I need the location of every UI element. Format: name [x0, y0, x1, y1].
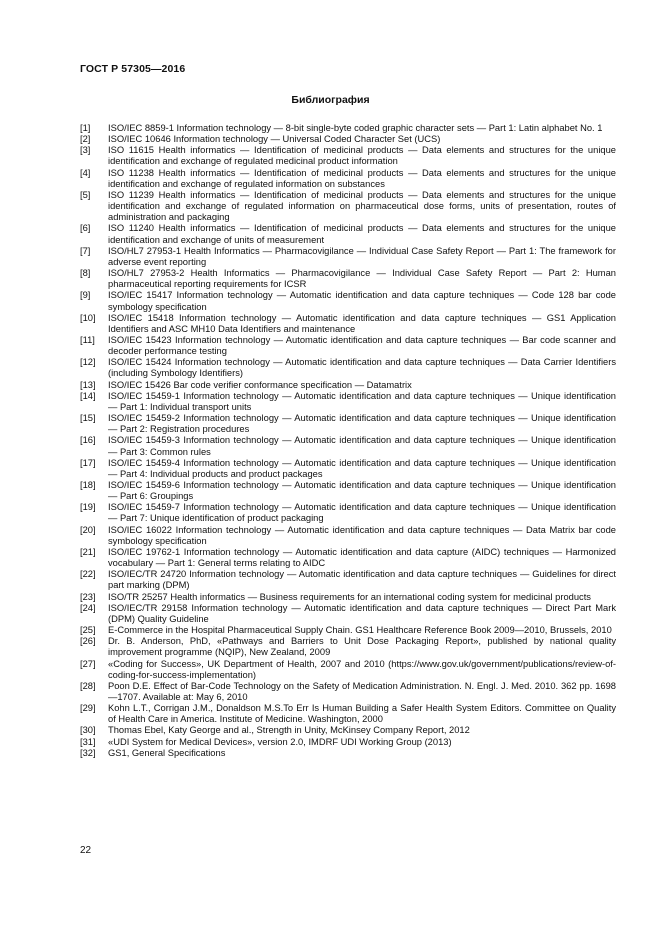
bibliography-entry	[80, 134, 616, 145]
bibliography-entry	[80, 335, 616, 357]
bibliography-entry	[80, 502, 616, 524]
entry-text: ISO/IEC 15459-1 Information technology — Automatic identification and data capture techniques — Unique identification — Part 1: Individual transport units	[108, 390, 616, 412]
bibliography-entry	[80, 480, 616, 502]
bibliography-entry	[80, 748, 616, 759]
bibliography-entry	[80, 413, 616, 435]
bibliography-entry	[80, 435, 616, 457]
entry-text: ISO/IEC 15423 Information technology — Automatic identification and data capture techniques — Bar code scanner and decoder performance testing	[108, 334, 616, 357]
entry-number: [14]	[80, 390, 96, 401]
entry-text: Poon D.E. Effect of Bar-Code Technology on the Safety of Medication Administration. N. Engl. J. Med. 2010. 362 pp. 1698—1707. Available at: May 6, 2010	[108, 680, 616, 702]
entry-number: [11]	[80, 334, 95, 345]
bibliography-entry	[80, 391, 616, 413]
entry-number: [4]	[80, 167, 91, 178]
entry-number: [23]	[80, 591, 96, 602]
entry-number: [30]	[80, 725, 96, 736]
bibliography-entry	[80, 223, 616, 245]
entry-number: [13]	[80, 379, 96, 390]
entry-text: E-Commerce in the Hospital Pharmaceutical Supply Chain. GS1 Healthcare Reference Book 2009—2010, Brussels, 2010	[108, 625, 612, 636]
bibliography-entry	[80, 636, 616, 658]
entry-number: [27]	[80, 658, 96, 669]
entry-number: [1]	[80, 123, 91, 133]
entry-text: ISO/IEC 15424 Information technology — Automatic identification and data capture techniques — Data Carrier Identifiers (including Symbology Identifiers)	[108, 357, 616, 379]
bibliography-entry	[80, 603, 616, 625]
bibliography-entry	[80, 145, 616, 167]
entry-number: [32]	[80, 747, 96, 758]
entry-text: ISO/HL7 27953-1 Health Informatics — Pharmacovigilance — Individual Case Safety Report — Part 1: The framework for adverse event reporting	[108, 245, 616, 267]
entry-text: «UDI System for Medical Devices», version 2.0, IMDRF UDI Working Group (2013)	[108, 736, 452, 747]
entry-number: [2]	[80, 134, 91, 145]
entry-number: [18]	[80, 480, 96, 490]
entry-text: ISO/IEC/TR 29158 Information technology — Automatic identification and data capture techniques — Direct Part Mark (DPM) Quality Guideline	[108, 602, 616, 624]
bibliography-entry	[80, 592, 616, 603]
entry-text: ISO/IEC 15459-4 Information technology — Automatic identification and data capture techniques — Unique identification — Part 4: Individual products and product packages	[108, 457, 616, 479]
bibliography-entry	[80, 681, 616, 703]
bibliography-list	[80, 123, 616, 759]
entry-text: ISO/IEC 15426 Bar code verifier conformance specification — Datamatrix	[108, 379, 412, 390]
bibliography-entry	[80, 168, 616, 190]
entry-text: Thomas Ebel, Katy George and al., Strength in Unity, McKinsey Company Report, 2012	[108, 725, 470, 736]
entry-number: [16]	[80, 435, 96, 446]
entry-text: ISO/TR 25257 Health informatics — Business requirements for an international coding system for medicinal products	[108, 591, 591, 602]
bibliography-entry	[80, 313, 616, 335]
bibliography-entry	[80, 625, 616, 636]
entry-text: ISO 11240 Health informatics — Identification of medicinal products — Data elements and structures for the unique identification and exchange of units of measurement	[108, 223, 616, 245]
bibliography-entry	[80, 458, 616, 480]
bibliography-entry	[80, 268, 616, 290]
entry-text: ISO/IEC 15459-2 Information technology — Automatic identification and data capture techniques — Unique identification — Part 2: Registration procedures	[108, 413, 616, 435]
entry-text: ISO/IEC 15417 Information technology — Automatic identification and data capture techniques — Code 128 bar code symbology specification	[108, 290, 616, 312]
entry-text: ISO/IEC 19762-1 Information technology — Automatic identification and data capture (AIDC) techniques — Harmonized vocabulary — Part 1: General terms relating to AIDC	[108, 546, 616, 569]
bibliography-entry	[80, 569, 616, 591]
entry-number: [10]	[80, 312, 96, 323]
entry-text: ISO/IEC 8859-1 Information technology — 8-bit single-byte coded graphic character sets — Part 1: Latin alphabet No. 1	[108, 123, 603, 133]
bibliography-entry	[80, 123, 616, 134]
entry-text: Kohn L.T., Corrigan J.M., Donaldson M.S.To Err Is Human Building a Safer Health System Editors. Committee on Quality of Health Care in America. Institute of Medicine. Washington, 2000	[108, 703, 616, 725]
entry-number: [20]	[80, 524, 96, 535]
bibliography-entry	[80, 737, 616, 748]
entry-number: [6]	[80, 223, 91, 234]
page-number: 22	[80, 845, 92, 856]
bibliography-entry	[80, 246, 616, 268]
entry-text: ISO/HL7 27953-2 Health Informatics — Pharmacovigilance — Individual Case Safety Report — Part 2: Human pharmaceutical reporting requirements for ICSR	[108, 268, 616, 290]
bibliography-entry	[80, 703, 616, 725]
entry-number: [31]	[80, 736, 96, 747]
entry-number: [29]	[80, 703, 96, 714]
entry-text: Dr. B. Anderson, PhD, «Pathways and Barriers to Unit Dose Packaging Report», published by national quality improvement programme (NQIP), New Zealand, 2009	[108, 636, 616, 658]
entry-number: [9]	[80, 290, 91, 301]
entry-text: ISO/IEC 15418 Information technology — Automatic identification and data capture techniques — GS1 Application Identifiers and ASC MH10 Data Identifiers and maintenance	[108, 312, 616, 334]
entry-number: [5]	[80, 189, 91, 200]
entry-text: GS1, General Specifications	[108, 747, 226, 758]
entry-number: [7]	[80, 245, 91, 256]
bibliography-entry	[80, 290, 616, 312]
entry-number: [19]	[80, 502, 96, 513]
entry-number: [26]	[80, 636, 96, 647]
bibliography-entry	[80, 659, 616, 681]
bibliography-entry	[80, 190, 616, 223]
entry-number: [28]	[80, 680, 96, 691]
entry-number: [21]	[80, 546, 96, 557]
entry-number: [8]	[80, 268, 91, 279]
entry-number: [15]	[80, 413, 96, 424]
bibliography-entry	[80, 725, 616, 736]
entry-number: [12]	[80, 357, 96, 368]
entry-number: [22]	[80, 569, 96, 580]
section-title: Библиография	[291, 94, 370, 106]
entry-text: ISO/IEC/TR 24720 Information technology — Automatic identification and data capture techniques — Guidelines for direct part marking (DPM)	[108, 569, 616, 591]
entry-text: ISO 11239 Health informatics — Identification of medicinal products — Data elements and structures for the unique identification and exchange of regulated information on pharmaceutical dose forms, units of presentation, routes of administration and packaging	[108, 189, 616, 223]
entry-number: [17]	[80, 457, 96, 468]
entry-text: ISO/IEC 10646 Information technology — Universal Coded Character Set (UCS)	[108, 134, 441, 145]
entry-text: ISO/IEC 15459-7 Information technology — Automatic identification and data capture techniques — Unique identification — Part 7: Unique identification of product packaging	[108, 502, 616, 524]
bibliography-entry	[80, 380, 616, 391]
bibliography-entry	[80, 547, 616, 569]
entry-number: [24]	[80, 602, 96, 613]
bibliography-entry	[80, 357, 616, 379]
entry-text: ISO 11615 Health informatics — Identification of medicinal products — Data elements and structures for the unique identification and exchange of regulated medicinal product information	[108, 145, 616, 167]
entry-text: ISO/IEC 16022 Information technology — Automatic identification and data capture techniques — Data Matrix bar code symbology specification	[108, 524, 616, 546]
bibliography-entry	[80, 525, 616, 547]
entry-text: ISO/IEC 15459-6 Information technology — Automatic identification and data capture techniques — Unique identification — Part 6: Groupings	[108, 480, 616, 502]
entry-number: [3]	[80, 145, 91, 156]
document-header: ГОСТ Р 57305—2016	[80, 63, 186, 75]
entry-text: ISO 11238 Health informatics — Identification of medicinal products — Data elements and structures for the unique identification and exchange of regulated information on substances	[108, 167, 616, 189]
entry-text: ISO/IEC 15459-3 Information technology — Automatic identification and data capture techniques — Unique identification — Part 3: Common rules	[108, 435, 616, 457]
entry-number: [25]	[80, 625, 96, 636]
entry-text: «Coding for Success», UK Department of Health, 2007 and 2010 (https://www.gov.uk/government/publications/review-of-coding-for-success-implementation)	[108, 658, 616, 680]
